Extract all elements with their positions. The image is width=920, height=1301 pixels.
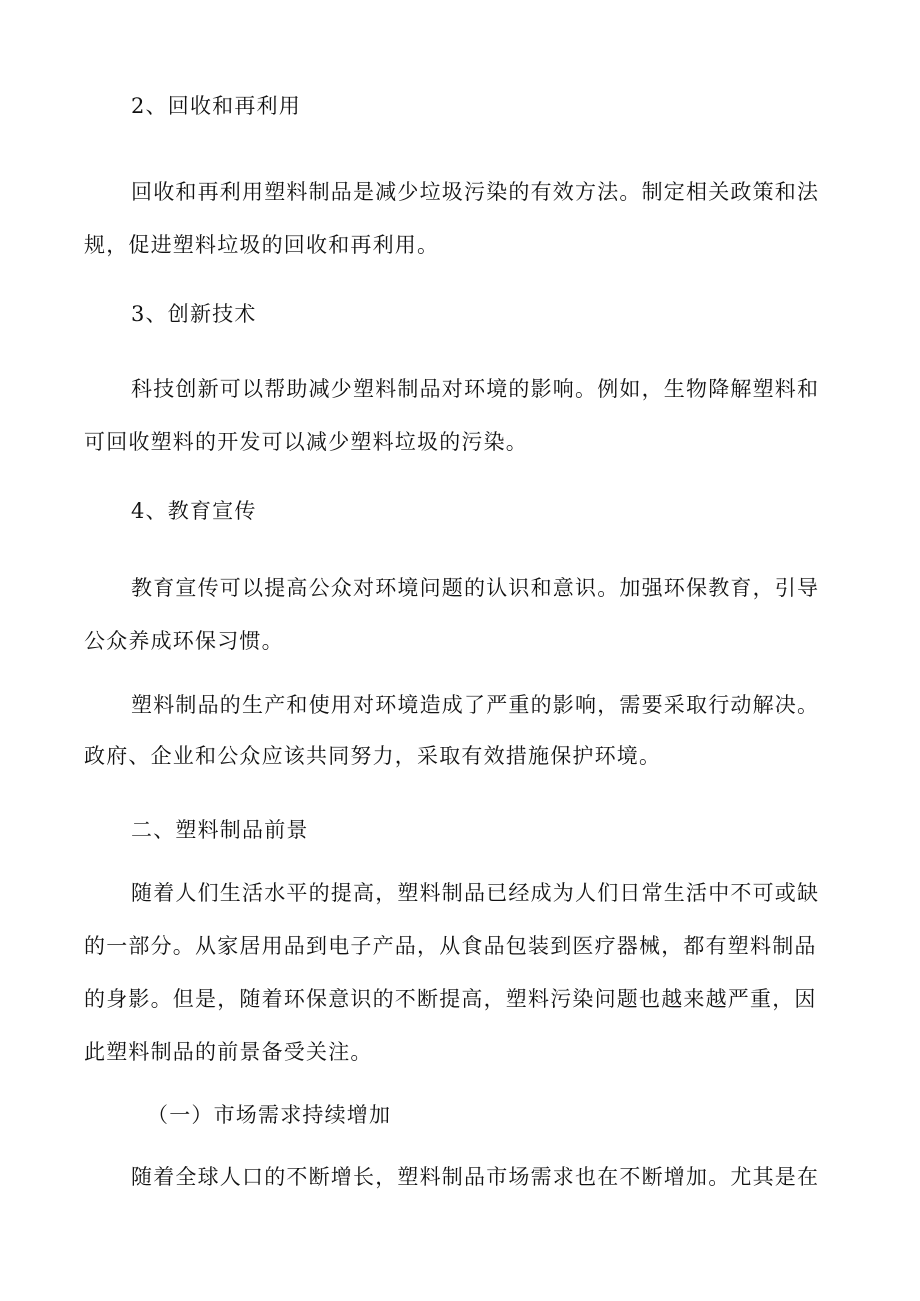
paragraph-line: 教育宣传可以提高公众对环境问题的认识和意识。加强环保教育，引导: [131, 576, 820, 600]
subheading-market-demand: （一）市场需求持续增加: [147, 1103, 392, 1127]
heading-education: 4、教育宣传: [131, 499, 257, 523]
heading-innovation: 3、创新技术: [131, 302, 257, 326]
heading-prospects: 二、塑料制品前景: [131, 818, 309, 842]
paragraph-line: 可回收塑料的开发可以减少塑料垃圾的污染。: [84, 430, 528, 454]
paragraph-line: 回收和再利用塑料制品是减少垃圾污染的有效方法。制定相关政策和法: [131, 180, 820, 204]
paragraph-line: 随着人们生活水平的提高，塑料制品已经成为人们日常生活中不可或缺: [131, 881, 820, 905]
paragraph-line: 公众养成环保习惯。: [84, 629, 284, 653]
paragraph-line: 规，促进塑料垃圾的回收和再利用。: [84, 233, 440, 257]
heading-recycling: 2、回收和再利用: [131, 94, 301, 118]
paragraph-line: 的一部分。从家居用品到电子产品，从食品包装到医疗器械，都有塑料制品: [84, 934, 817, 958]
paragraph-line: 科技创新可以帮助减少塑料制品对环境的影响。例如，生物降解塑料和: [131, 377, 820, 401]
paragraph-line: 此塑料制品的前景备受关注。: [84, 1040, 373, 1064]
paragraph-line: 随着全球人口的不断增长，塑料制品市场需求也在不断增加。尤其是在: [131, 1165, 820, 1189]
paragraph-line: 的身影。但是，随着环保意识的不断提高，塑料污染问题也越来越严重，因: [84, 987, 817, 1011]
paragraph-line: 政府、企业和公众应该共同努力，采取有效措施保护环境。: [84, 744, 662, 768]
paragraph-line: 塑料制品的生产和使用对环境造成了严重的影响，需要采取行动解决。: [131, 693, 820, 717]
